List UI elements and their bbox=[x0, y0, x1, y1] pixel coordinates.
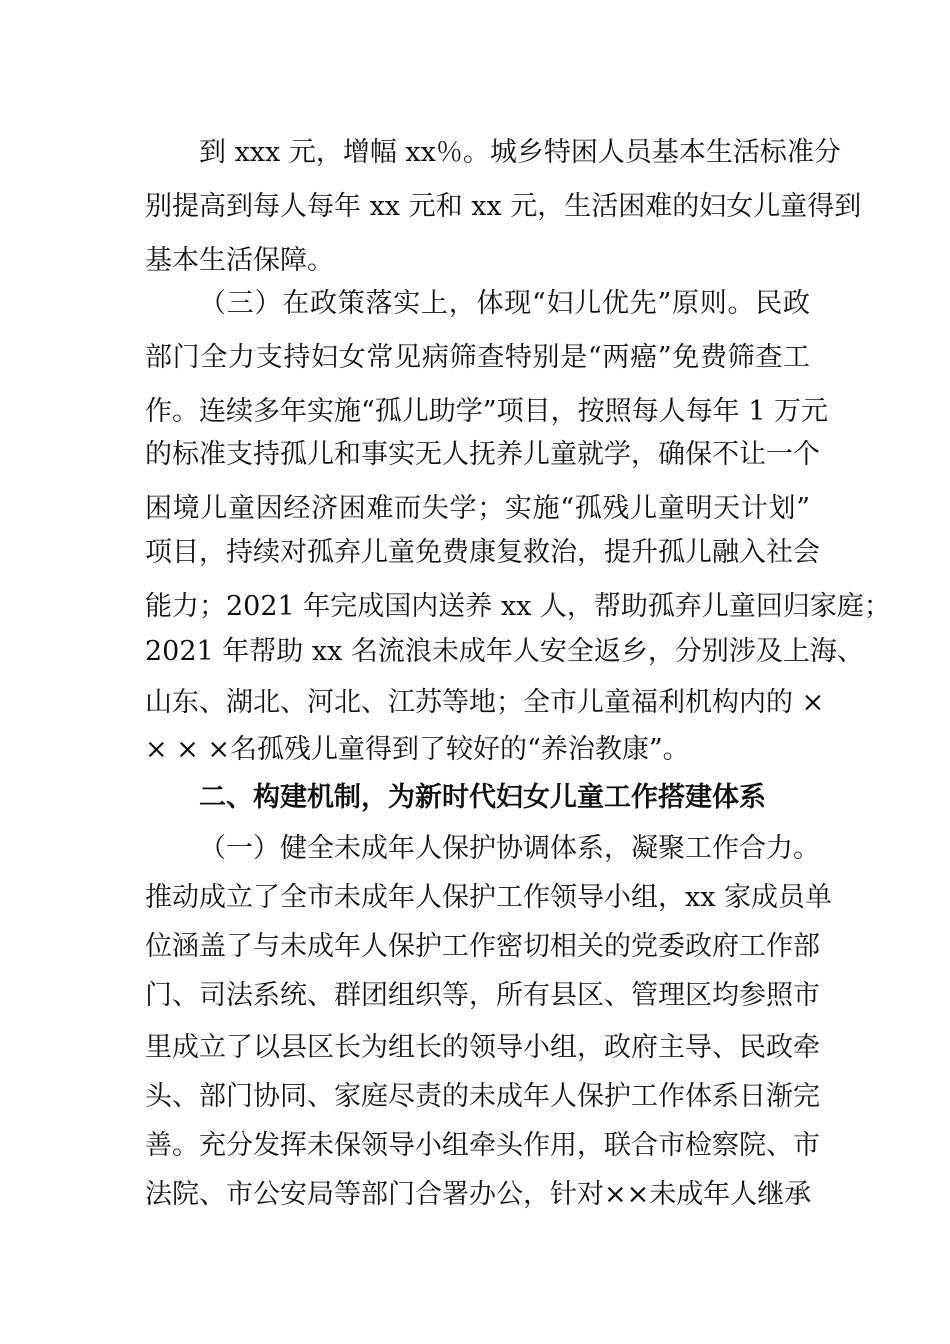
text-line: 部门全力支持妇女常见病筛查特别是“两癌”免费筛查工 bbox=[145, 342, 810, 373]
text-line: 头、部门协同、家庭尽责的未成年人保护工作体系日渐完 bbox=[145, 1081, 820, 1112]
text-line: 困境儿童因经济困难而失学；实施“孤残儿童明天计划” bbox=[145, 493, 810, 524]
text-line: 法院、市公安局等部门合署办公，针对××未成年人继承 bbox=[145, 1179, 812, 1210]
text-line: 山东、湖北、河北、江苏等地；全市儿童福利机构内的 × bbox=[145, 687, 825, 718]
text-line: （一）健全未成年人保护协调体系，凝聚工作合力。 bbox=[199, 833, 820, 864]
text-line: 别提高到每人每年 xx 元和 xx 元，生活困难的妇女儿童得到 bbox=[145, 191, 862, 222]
text-line: 能力；2021 年完成国内送养 xx 人，帮助孤弃儿童回归家庭； bbox=[145, 591, 891, 622]
section-heading: 二、构建机制，为新时代妇女儿童工作搭建体系 bbox=[199, 782, 766, 813]
text-line: 到 xxx 元，增幅 xx％。城乡特困人员基本生活标准分 bbox=[199, 137, 841, 168]
text-line: 的标准支持孤儿和事实无人抚养儿童就学，确保不让一个 bbox=[145, 439, 820, 470]
text-line: 基本生活保障。 bbox=[145, 245, 334, 276]
text-line: 里成立了以县区长为组长的领导小组，政府主导、民政牵 bbox=[145, 1032, 820, 1063]
text-line: （三）在政策落实上，体现“妇儿优先”原则。民政 bbox=[199, 288, 810, 319]
text-line: 门、司法系统、群团组织等，所有县区、管理区均参照市 bbox=[145, 980, 820, 1011]
text-line: 推动成立了全市未成年人保护工作领导小组，xx 家成员单 bbox=[145, 882, 833, 913]
text-line: 善。充分发挥未保领导小组牵头作用，联合市检察院、市 bbox=[145, 1130, 820, 1161]
text-line: × × ×名孤残儿童得到了较好的“养治教康”。 bbox=[145, 734, 690, 765]
text-line: 2021 年帮助 xx 名流浪未成年人安全返乡，分别涉及上海、 bbox=[145, 636, 864, 667]
text-line: 位涵盖了与未成年人保护工作密切相关的党委政府工作部 bbox=[145, 931, 820, 962]
text-line: 作。连续多年实施“孤儿助学”项目，按照每人每年 1 万元 bbox=[145, 396, 828, 427]
text-line: 项目，持续对孤弃儿童免费康复救治，提升孤儿融入社会 bbox=[145, 537, 820, 568]
